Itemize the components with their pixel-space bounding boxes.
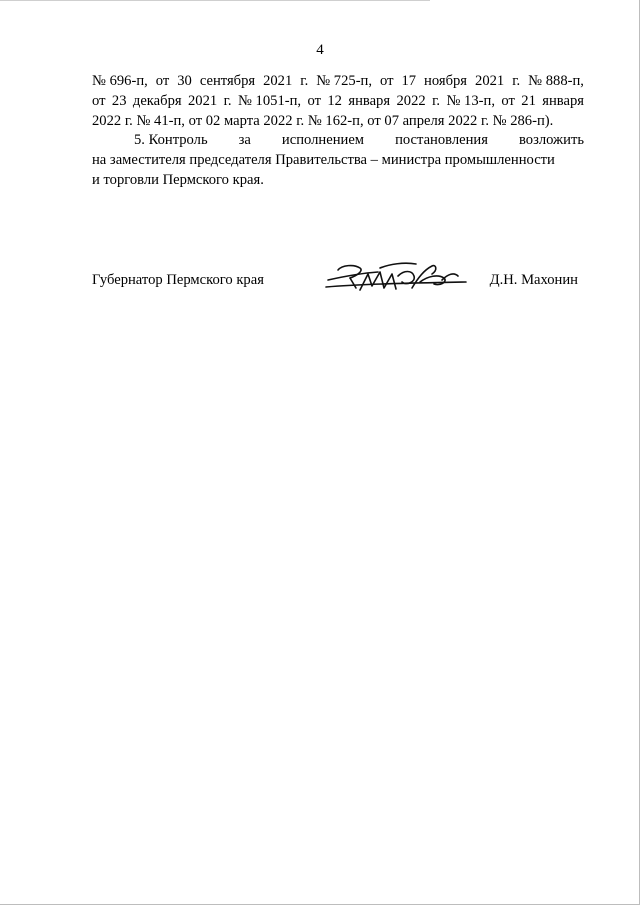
word: г. [223,92,232,109]
paragraph-5-line-2: на заместителя председателя Правительства – министра промышленности [92,152,555,169]
continued-paragraph-line-2 [92,92,584,112]
word: 2021 [475,73,505,89]
word: декабря [132,92,182,109]
word: 17 [401,73,417,89]
continued-paragraph-line-1 [92,72,584,92]
word: от [155,73,170,89]
word: 23 [111,92,127,109]
word: г. [512,73,521,89]
document-body [92,72,584,191]
signatory-position: Губернатор Пермского края [92,272,264,288]
handwritten-signature [320,256,470,298]
word: ноября [424,73,468,89]
word: № 1051-п, [237,92,302,109]
word: 2021 [187,92,218,109]
word: 30 [177,73,192,89]
word: № 725-п, [316,73,373,89]
word: г. [432,92,441,109]
word: января [542,92,584,109]
word: сентября [199,73,256,89]
continued-paragraph-line-3: 2022 г. № 41-п, от 02 марта 2022 г. № 162-п, от 07 апреля 2022 г. № 286-п). [92,112,554,129]
word: от [307,92,321,109]
word: постановления [395,132,488,149]
word: января [348,92,391,109]
paragraph-5-line-3: и торговли Пермского края. [92,171,264,188]
word: № 13-п, [446,92,495,109]
word: 21 [521,92,536,109]
paragraph-5-line-1 [92,131,584,151]
word: 2022 [396,92,426,109]
word: возложить [518,132,584,149]
page-top-edge [0,0,430,1]
word: за [238,132,251,149]
word: от [501,92,515,109]
word: № 696-п, [92,73,148,89]
signatory-name: Д.Н. Махонин [489,272,578,288]
word: от [380,73,394,89]
word: от [92,92,106,109]
word: 5. Контроль [134,132,208,149]
signature-block [92,268,584,302]
word: 12 [327,92,342,109]
word: № 888-п, [528,73,584,89]
word: исполнением [281,132,365,149]
word: 2021 [263,73,293,89]
word: г. [300,73,309,89]
page-number: 4 [316,42,324,58]
